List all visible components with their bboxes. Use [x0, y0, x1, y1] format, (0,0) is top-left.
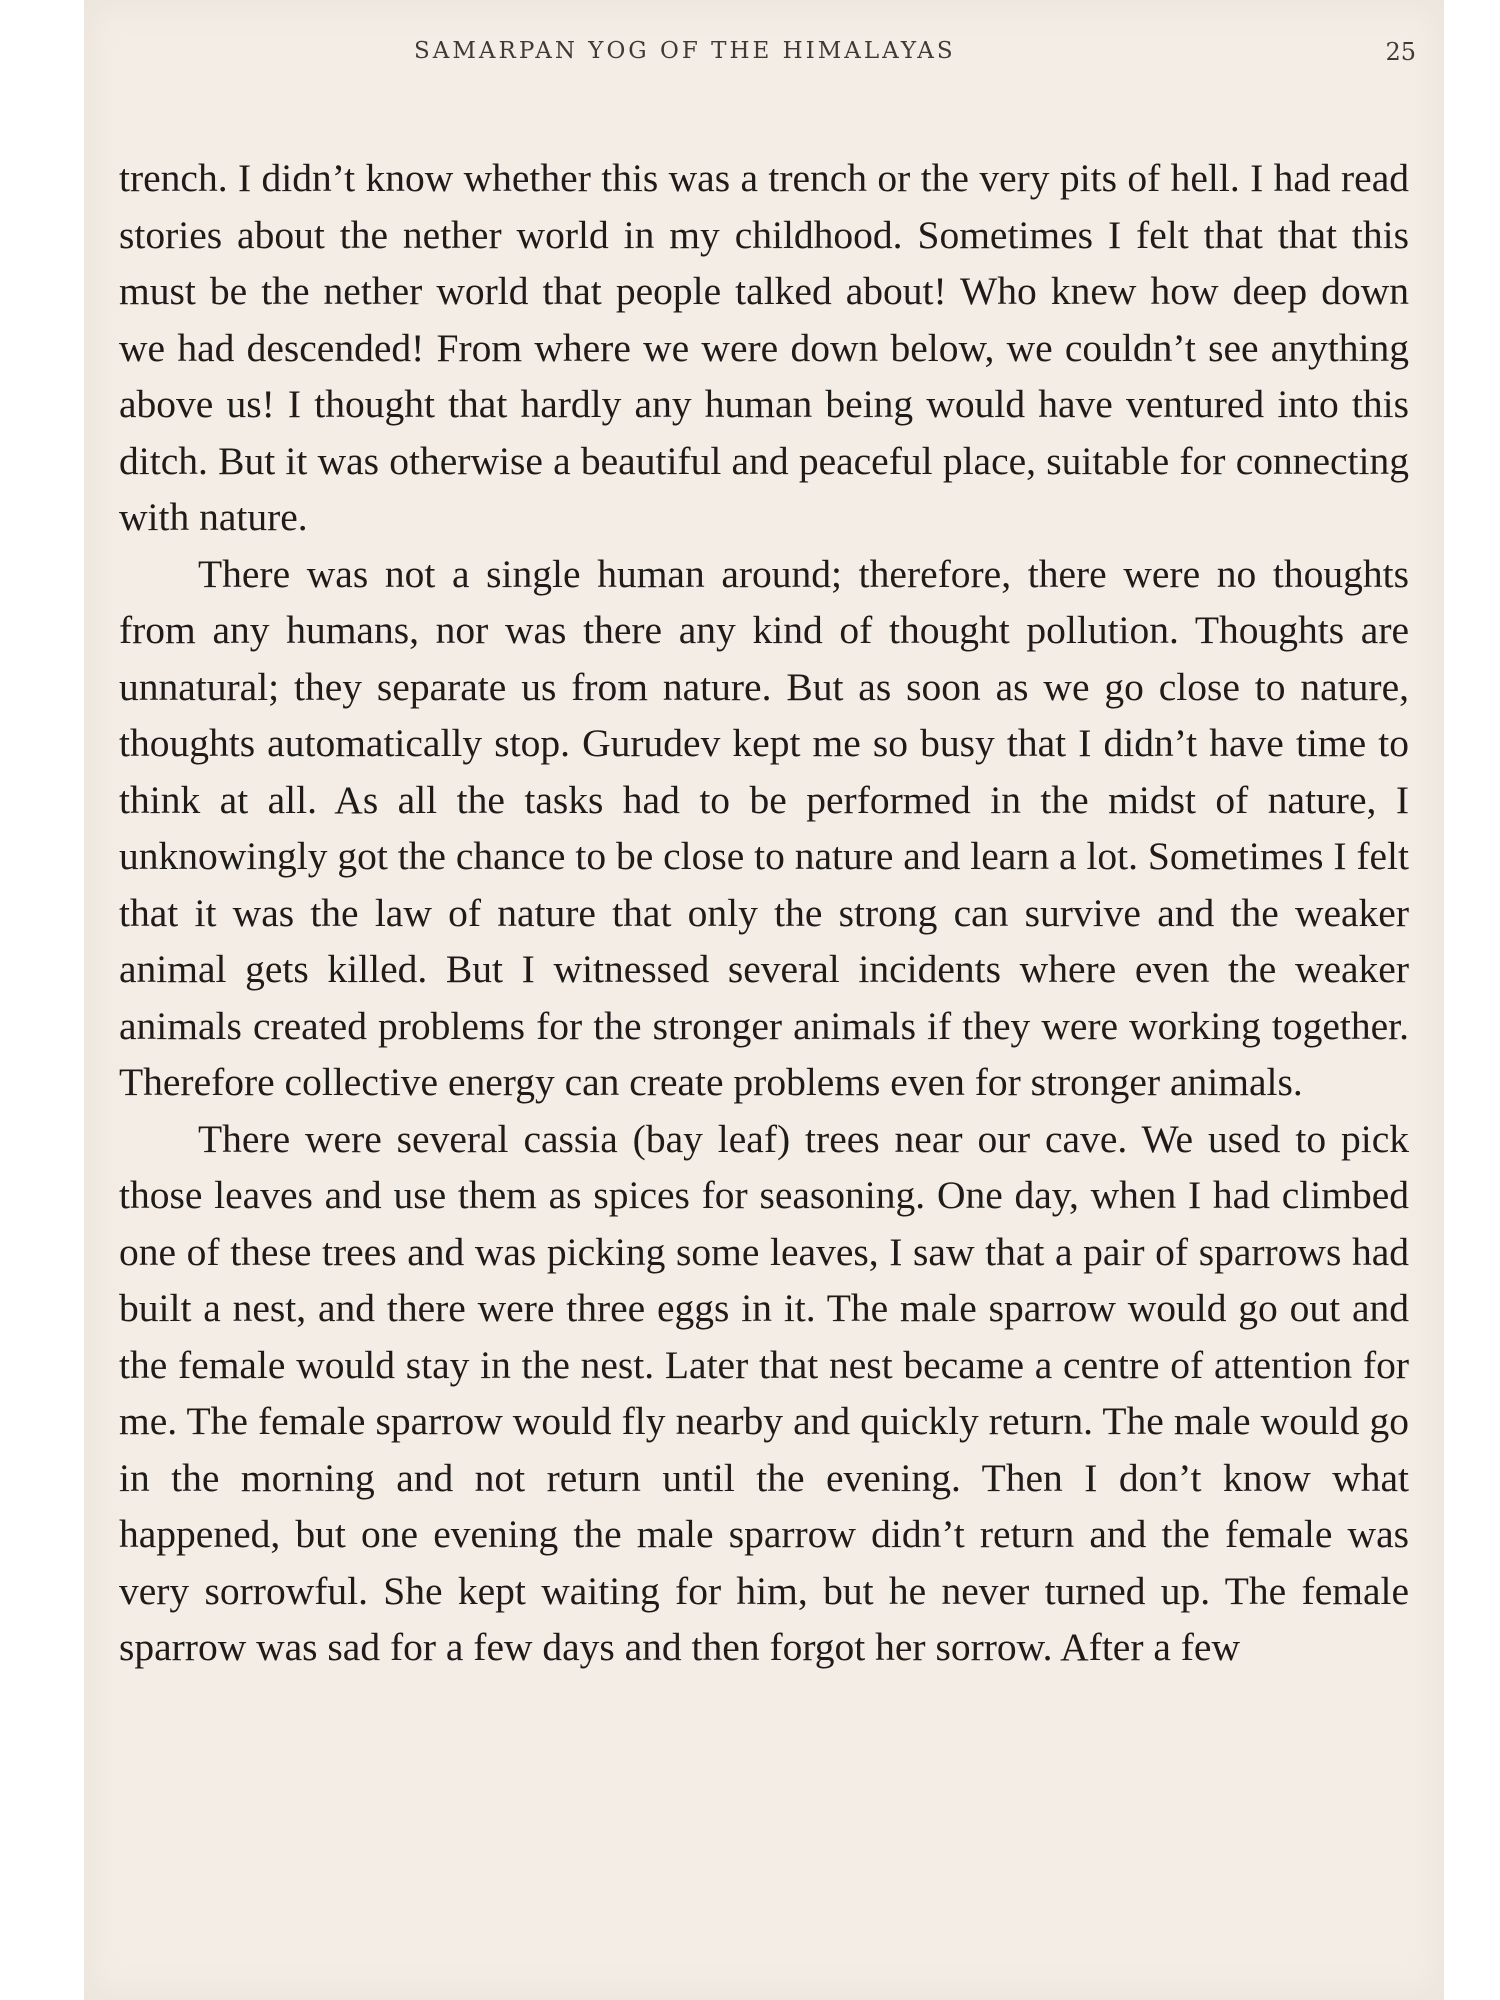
running-header — [84, 38, 1444, 78]
running-title: SAMARPAN YOG OF THE HIMALAYAS — [414, 38, 956, 64]
paragraph: There were several cassia (bay leaf) trees near our cave. We used to pick those leaves and use them as spices for seasoning. One day, when I had climbed one of these trees and was picking some leaves, I saw that a pair of sparrows had built a nest, and there were three eggs in it. The male sparrow would go out and the female would stay in the nest. Later that nest became a centre of attention for me. The female sparrow would fly nearby and quickly return. The male would go in the morning and not return until the evening. Then I don’t know what happened, but one evening the male sparrow didn’t return and the female was very sorrowful. She kept waiting for him, but he never turned up. The female sparrow was sad for a few days and then forgot her sorrow. After a few — [119, 1116, 1409, 1669]
page-number: 25 — [1385, 38, 1416, 66]
body-text — [119, 150, 1409, 1676]
paragraph: There was not a single human around; therefore, there were no thoughts from any humans, nor was there any kind of thought pollution. Thoughts are unnatural; they separate us from nature. But as soon as we go close to nature, thoughts automatically stop. Gurudev kept me so busy that I didn’t have time to think at all. As all the tasks had to be performed in the midst of nature, I unknowingly got the chance to be close to nature and learn a lot. Sometimes I felt that it was the law of nature that only the strong can survive and the weaker animal gets killed. But I witnessed several incidents where even the weaker animals created problems for the stronger animals if they were working together. Therefore collective energy can create problems even for stronger animals. — [119, 551, 1409, 1104]
book-page — [84, 0, 1444, 2000]
paragraph-continued: trench. I didn’t know whether this was a trench or the very pits of hell. I had read stories about the nether world in my childhood. Sometimes I felt that that this must be the nether world that people talked about! Who knew how deep down we had descended! From where we were down below, we couldn’t see anything above us! I thought that hardly any human being would have ventured into this ditch. But it was otherwise a beautiful and peaceful place, suitable for connecting with nature. — [119, 156, 1409, 539]
